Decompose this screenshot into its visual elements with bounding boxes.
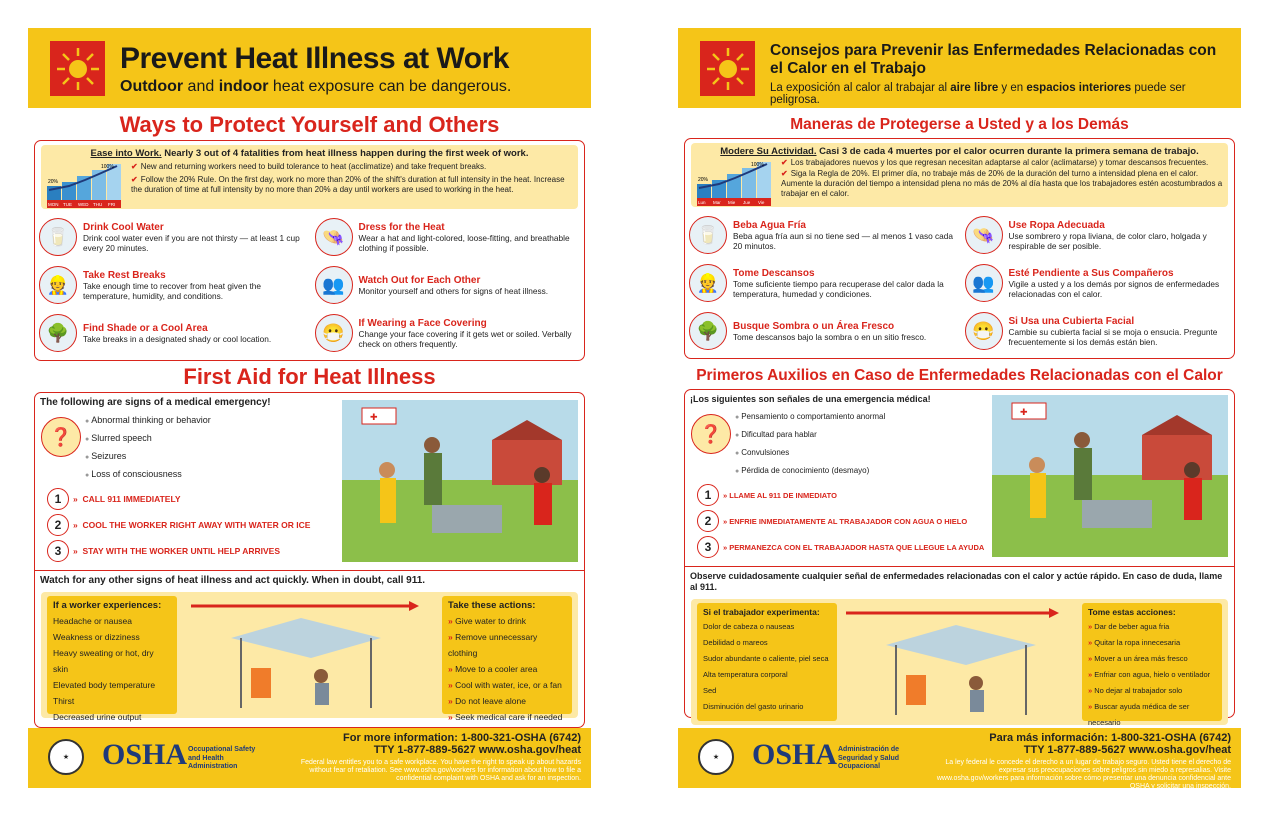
ways-grid — [35, 209, 584, 357]
first-aid-illustration — [992, 395, 1228, 557]
chart-day: Vie — [758, 200, 765, 205]
way-item: 👥 Esté Pendiente a Sus Compañeros Vigile a usted y a los demás por signos de enfermedades relacionadas con el calor. — [965, 259, 1231, 307]
check-item: ✔ Follow the 20% Rule. On the first day, work no more than 20% of the shift's duration at full intensity in the heat. Increase the duration of time at full intensity by no more than 20% a day until workers are used to working in the heat. — [131, 175, 565, 194]
shade-icon: 🌳 — [39, 314, 77, 352]
sign-item: ● Loss of consciousness — [85, 466, 584, 484]
osha-logo: OSHA — [752, 738, 838, 771]
experiences-column: If a worker experiences: Headache or nausea Weakness or dizziness Heavy sweating or hot, dry skin Elevated body temperature Thirst Decreased urine output — [47, 596, 177, 714]
way-item: 👥 Watch Out for Each Other Monitor yourself and others for signs of heat illness. — [315, 261, 581, 309]
ways-box — [34, 140, 585, 361]
action-item: » Remove unnecessary clothing — [448, 629, 566, 661]
action-item: » Enfriar con agua, hielo o ventilador — [1088, 667, 1216, 683]
section-title-first-aid: First Aid for Heat Illness — [183, 364, 436, 389]
action-item: » No dejar al trabajador solo — [1088, 683, 1216, 699]
poster-spanish — [678, 28, 1241, 788]
symptom-item: Elevated body temperature — [53, 680, 156, 690]
watch-heading: Observe cuidadosamente cualquier señal de enfermedades relacionadas con el calor y actúe rápido. En caso de duda, llame al 911. — [685, 566, 1234, 597]
sun-hat-icon: 👒 — [965, 216, 1003, 254]
step-item: 3 » PERMANEZCA CON EL TRABAJADOR HASTA QUE LLEGUE LA AYUDA — [697, 536, 1234, 558]
chart-pct-low: 20% — [48, 179, 59, 185]
chart-pct-high: 100% — [751, 162, 764, 168]
step-item: 2 » ENFRIE INMEDIATAMENTE AL TRABAJADOR CON AGUA O HIELO — [697, 510, 1234, 532]
way-item: 😷 If Wearing a Face Covering Change your face covering if it gets wet or soiled. Verbally check on others frequently. — [315, 309, 581, 357]
way-item: 🥛 Drink Cool Water Drink cool water even if you are not thirsty — at least 1 cup every 20 minutes. — [39, 213, 305, 261]
svg-text:✚: ✚ — [1020, 407, 1028, 417]
step-item: 1 » CALL 911 IMMEDIATELY — [47, 488, 584, 510]
worker-icon: 👷 — [689, 264, 727, 302]
face-mask-icon: 😷 — [315, 314, 353, 352]
chart-day: Lun — [698, 200, 706, 205]
first-aid-heading: The following are signs of a medical emergency! — [40, 397, 271, 408]
chart-day: FRI — [108, 202, 116, 207]
action-item: » Seek medical care if needed — [448, 709, 566, 725]
sign-item: ● Slurred speech — [85, 430, 584, 448]
worker-icon: 👥 — [315, 266, 353, 304]
sign-item: ● Dificultad para hablar — [735, 426, 1234, 444]
way-item: 👷 Tome Descansos Tome suficiente tiempo para recuperase del calor dada la temperatura, humedad y condiciones. — [689, 259, 955, 307]
action-item: » Cool with water, ice, or a fan — [448, 677, 566, 693]
chart-day: WED — [78, 202, 89, 207]
sign-item: ● Pensamiento o comportamiento anormal — [735, 408, 1234, 426]
actions-column: Tome estas acciones: » Dar de beber agua fria » Quitar la ropa innecesaria » Mover a un área más fresco » Enfriar con agua, hielo o ventilador » No dejar al trabajador solo » Buscar ayuda médica de ser necesario — [1082, 603, 1222, 721]
way-item: 👷 Take Rest Breaks Take enough time to recover from heat given the temperature, humidity, and conditions. — [39, 261, 305, 309]
section-title-first-aid: Primeros Auxilios en Caso de Enfermedades Relacionadas con el Calor — [696, 367, 1223, 384]
watch-heading: Watch for any other signs of heat illness and act quickly. When in doubt, call 911. — [35, 570, 584, 590]
action-item: » Buscar ayuda médica de ser necesario — [1088, 699, 1216, 731]
check-item: ✔ New and returning workers need to build tolerance to heat (acclimatize) and take frequent breaks. — [131, 162, 487, 171]
way-item: 🌳 Find Shade or a Cool Area Take breaks in a designated shady or cool location. — [39, 309, 305, 357]
check-item: ✔ Siga la Regla de 20%. El primer día, no trabaje más de 20% de la duración del turno a intensidad plena en el calor. Aumente la duración del tiempo a intensidad plena no más de 20% al día hasta que los trabajadores estén acostumbrados a trabajar en el calor. — [781, 169, 1223, 198]
first-aid-box — [34, 392, 585, 728]
chart-day: Mie — [728, 200, 736, 205]
confused-worker-icon: ❓ — [691, 414, 731, 454]
symptom-item: Dolor de cabeza o nauseas — [703, 622, 795, 631]
page-subtitle: Outdoor and indoor heat exposure can be dangerous. — [120, 78, 512, 95]
acclimatize-chart — [697, 160, 771, 206]
symptom-item: Sed — [703, 686, 717, 695]
sun-icon — [50, 41, 105, 96]
page-title: Prevent Heat Illness at Work — [120, 42, 509, 75]
poster-english — [28, 28, 591, 788]
dol-seal-icon: ★ — [48, 739, 84, 775]
way-item: 👒 Dress for the Heat Wear a hat and light-colored, loose-fitting, and breathable clothing if possible. — [315, 213, 581, 261]
sun-hat-icon: 👒 — [315, 218, 353, 256]
action-item: » Do not leave alone — [448, 693, 566, 709]
way-item: 👒 Use Ropa Adecuada Use sombrero y ropa liviana, de color claro, holgada y respirable de ser posible. — [965, 211, 1231, 259]
page-title: Consejos para Prevenir las Enfermedades Relacionadas con el Calor en el Trabajo — [770, 42, 1217, 77]
ease-panel: Ease into Work. Nearly 3 out of 4 fatalities from heat illness happen during the first week of work. 20% 100% MON TUE WED THU FRI ✔ New and returning workers need to build tolerance to heat (acclimatize) and take frequent breaks. ✔ Follow the 20% Rule. On the first day, work no more than 20% of the shift's duration at full intensity in the heat. Increase the duration of time at full intensity by no more than 20% a day until workers are used to working in the heat. — [41, 145, 578, 209]
step-item: 1 » LLAME AL 911 DE INMEDIATO — [697, 484, 1234, 506]
symptoms-actions-panel — [41, 592, 578, 722]
experiences-column: Si el trabajador experimenta: Dolor de cabeza o nauseas Debilidad o mareos Sudor abundante o caliente, piel seca Alta temperatura corporal Sed Disminución del gasto urinario — [697, 603, 837, 721]
symptom-item: Weakness or dizziness — [53, 632, 140, 642]
footer-band — [678, 728, 1241, 788]
tent-icon — [846, 605, 1061, 721]
first-aid-illustration — [342, 400, 578, 562]
agency-name: Administración de Seguridad y Salud Ocupacional — [838, 746, 900, 770]
chart-pct-high: 100% — [101, 164, 114, 170]
tent-icon — [191, 598, 421, 714]
way-item: 🥛 Beba Agua Fría Beba agua fría aun si no tiene sed — al menos 1 vaso cada 20 minutos. — [689, 211, 955, 259]
acclimatize-chart — [47, 162, 121, 208]
step-item: 2 » COOL THE WORKER RIGHT AWAY WITH WATER OR ICE — [47, 514, 584, 536]
way-item: 😷 Si Usa una Cubierta Facial Cambie su cubierta facial si se moja o ensucia. Pregunte frecuentemente si los demás están bien. — [965, 307, 1231, 355]
symptom-item: Heavy sweating or hot, dry skin — [53, 648, 154, 674]
header-band — [678, 28, 1241, 108]
first-aid-box — [684, 389, 1235, 727]
agency-name: Occupational Safety and Health Administration — [188, 746, 256, 770]
face-mask-icon: 😷 — [965, 312, 1003, 350]
way-item: 🌳 Busque Sombra o un Área Fresco Tome descansos bajo la sombra o en un sitio fresco. — [689, 307, 955, 355]
sign-item: ● Convulsiones — [735, 444, 1234, 462]
sign-item: ● Abnormal thinking or behavior — [85, 412, 584, 430]
symptom-item: Thirst — [53, 696, 75, 706]
chart-day: Mar — [713, 200, 721, 205]
step-item: 3 » STAY WITH THE WORKER UNTIL HELP ARRIVES — [47, 540, 584, 562]
symptom-item: Decreased urine output — [53, 712, 142, 722]
symptom-item: Disminución del gasto urinario — [703, 702, 804, 711]
page-subtitle: La exposición al calor al trabajar al aire libre y en espacios interiores puede ser peligrosa. — [770, 82, 1186, 106]
first-aid-heading: ¡Los siguientes son señales de una emergencia médica! — [690, 394, 931, 404]
water-glass-icon: 🥛 — [689, 216, 727, 254]
water-glass-icon: 🥛 — [39, 218, 77, 256]
symptoms-actions-panel — [691, 599, 1228, 725]
action-item: » Dar de beber agua fria — [1088, 619, 1216, 635]
osha-logo: OSHA — [102, 738, 188, 771]
worker-icon: 👥 — [965, 264, 1003, 302]
ways-grid — [685, 207, 1234, 355]
action-item: » Quitar la ropa innecesaria — [1088, 635, 1216, 651]
section-title-ways: Maneras de Protegerse a Usted y a los Demás — [790, 116, 1129, 133]
ease-panel: Modere Su Actividad. Casi 3 de cada 4 muertes por el calor ocurren durante la primera semana de trabajo. 20% 100% Lun Mar Mie Jue Vie ✔ Los trabajadores nuevos y los que regresan necesitan adaptarse al calor (aclimatarse) y tomar descansos frecuentes. ✔ Siga la Regla de 20%. El primer día, no trabaje más de 20% de la duración del turno a intensidad plena en el calor. Aumente la duración del tiempo a intensidad plena no más de 20% al día hasta que los trabajadores estén acostumbrados a trabajar en el calor. — [691, 143, 1228, 207]
action-item: » Mover a un área más fresco — [1088, 651, 1216, 667]
chart-pct-low: 20% — [698, 177, 709, 183]
contact-info: Para más información: 1-800-321-OSHA (6742) TTY 1-877-889-5627 www.osha.gov/heat La ley federal le concede el derecho a un lugar de trabajo seguro. Usted tiene el derecho de expresar sus preocupaciones sobre peligros sin miedo a represalias. Visite www.osha.gov/workers para información sobre cómo presentar una denuncia confidencial ante OSHA y solicitar una inspección. — [936, 732, 1231, 790]
symptom-item: Headache or nausea — [53, 616, 132, 626]
section-title-ways: Ways to Protect Yourself and Others — [119, 112, 500, 137]
worker-icon: 👷 — [39, 266, 77, 304]
header-band — [28, 28, 591, 108]
svg-text:✚: ✚ — [370, 412, 378, 422]
chart-day: MON — [48, 202, 59, 207]
sign-item: ● Pérdida de conocimiento (desmayo) — [735, 462, 1234, 480]
chart-day: Jue — [743, 200, 751, 205]
footer-band — [28, 728, 591, 788]
ways-box — [684, 138, 1235, 359]
chart-day: THU — [93, 202, 103, 207]
symptom-item: Sudor abundante o caliente, piel seca — [703, 654, 829, 663]
action-item: » Move to a cooler area — [448, 661, 566, 677]
dol-seal-icon: ★ — [698, 739, 734, 775]
shade-icon: 🌳 — [689, 312, 727, 350]
actions-column: Take these actions: » Give water to drink » Remove unnecessary clothing » Move to a cooler area » Cool with water, ice, or a fan » Do not leave alone » Seek medical care if needed — [442, 596, 572, 714]
chart-day: TUE — [63, 202, 72, 207]
confused-worker-icon: ❓ — [41, 417, 81, 457]
action-item: » Give water to drink — [448, 613, 566, 629]
contact-info: For more information: 1-800-321-OSHA (6742) TTY 1-877-889-5627 www.osha.gov/heat Federal law entitles you to a safe workplace. You have the right to speak up about hazards without fear of retaliation. See www.osha.gov/workers for information about how to file a confidential complaint with OSHA and ask for an inspection. — [300, 732, 581, 782]
check-item: ✔ Los trabajadores nuevos y los que regresan necesitan adaptarse al calor (aclimatarse) y tomar descansos frecuentes. — [781, 158, 1209, 167]
sun-icon — [700, 41, 755, 96]
symptom-item: Debilidad o mareos — [703, 638, 768, 647]
sign-item: ● Seizures — [85, 448, 584, 466]
symptom-item: Alta temperatura corporal — [703, 670, 788, 679]
